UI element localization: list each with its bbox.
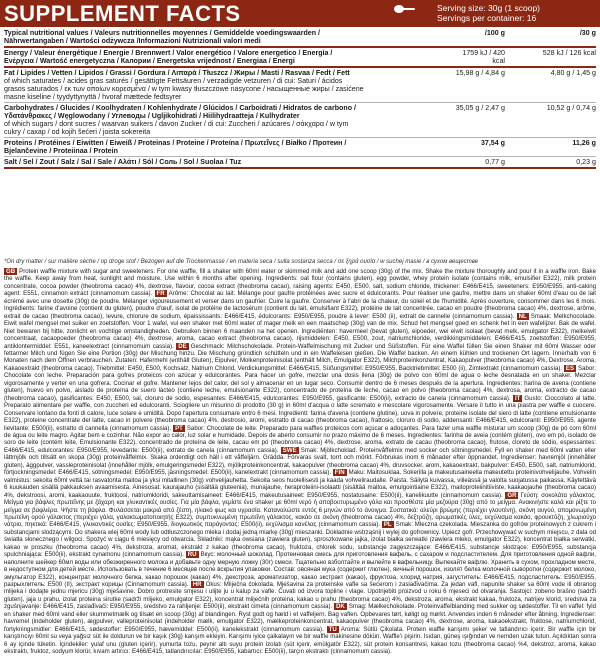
language-code-badge: TU	[328, 625, 337, 633]
language-code-badge: HR	[192, 581, 202, 589]
paragraph-text: Smak: Mleczna czekolada. Mieszanka do gofrów proteinowych z cukrem i substancjami słodzącymi. Do shakera wlej 60ml wody lub odtłuszczonego mleka i dodaj jedną miarkę (30g) mieszanki. Dokładnie wstrząśnij i wylej do gofrownicy. Upiecz gofr. Przechowywać w suchym miejscu, z dala od światła słonecznego i wilgoci. Spożyć w ciągu 6 miesięcy od otwarcia. Składniki: mąka owsiana (zawiera gluten), sproszkowane jajka, izolat białka serwatki (zawiera mleko, emulgator E322), koncentrat białka serwatki, kakao w proszku (theobroma cacao) 4%, dekstroza, aromat, ekstrakt z kakao (theobroma cacao), fruktoza, chlorek sodu, substancje zagęszczające: E466/E415, substancje słodzące: E950/E955, substancja spulchniająca: E500(ii), ekstrakt cynamonu (cinnamomum cassia).	[4, 521, 596, 559]
language-code-badge: IT	[514, 394, 521, 402]
servings-per-container: Servings per container: 16	[437, 13, 537, 23]
language-code-badge: FIN	[334, 469, 345, 477]
language-code-badge: PL	[383, 521, 392, 529]
nutrient-name: Carbohydrates / Glucides / Koolhydraten / Kohlenhydrate / Glúcidos / Carboidrati / Hidratos de carbono / Υδατάνθρακες / Węglowodany / Углеводы / Ugljikohidrati / Hiilihydraatteja / Kulhydrater	[4, 104, 356, 120]
nutrient-label	[4, 138, 364, 156]
paragraph-text: Arôme: Chocolat au lait. Mélange pour gaufre protéinées avec sucre et édulcorants. Pour réaliser une gaufre, mettre dans un shaker 60ml d'eau ou de lait écrémé avec une dosette (30g) de poudre. Mélanger vigoureusement et verser dans un gaufrier. Cuire la gaufre. Conserver à l'abri de la chaleur, du soleil et de l'humidité. Après ouverture, consommer dans les 6 mois. Ingrédients: farine d'avoine (contient du gluten), poudre d'œuf, isolat de protéine de lactosérum (contient du lait, émulsifiant E322), protéine de lait concentrée, cacao en poudre (theobroma cacao) 4%, dextrose, arôme, extrait de cacao (theobroma cacao), levure, chlorure de sodium, épaississants: E466/E415, édulcorants: E950/E955, poudre à lever: E500 (ii), extrait de cannelle (cinnamomum cassia).	[4, 290, 596, 320]
value-per-30g: 4,80 g / 1,45 g	[550, 69, 596, 77]
value-per-30g: 11,26 g	[572, 139, 596, 147]
paragraph-text: Sabor: Chocolate con leche. Preparación para gofres proteicos con azúcar y edulcorantes. Para hacer un gofre, mezclar una dosis llena (30g) de polvo con 60ml de agua o leche desnatada en un shaker. Mezclar vigorosamente y verter en una gofrera. Cocinar el gofre. Mantener lejos del calor, del sol y almacenar en un lugar seco. Consumir dentro de 6 meses después de la apertura. Ingredientes: harina de avena (contiene gluten), huevo en polvo, aislado de proteína de suero lácteo (contiene leche, emulsionante E322), concentrado de proteína de leche, cacao en polvo (theobroma cacao) 4%, dextrosa, aroma, extracto de cacao (theobroma cacao), gasificantes: E450, E500, sal, cloruro de sodio, espesantes: E466/E415, edulcorantes: E950/E955, gasificante: E500(ii), extracto de canela (cinnamomum cassia).	[4, 364, 596, 402]
paragraph-text: Smag: Mælkechokolade. Proteinvaffelblanding med sukker og sødestoffer. Til en vaffel: fyld en shaker med 60ml vand eller skummetmælk og tilsæt en scoop (30g) af blandingen. Ryst godt og hæld i et vaffeljern. Bag vaflen. Opbevares tørt, køligt og mørkt. Anvendes inden 6 måneder efter åbning. Ingredienser: havremel (indeholder gluten), ægpulver, valleproteinisolat (indeholder mælk, emulgator E322), mælkeproteinkoncentrat, kakaopulver (theobroma cacao) 4%, dextrose, aroma, kakaoekstrakt, fruktose, natriumchlorid, fortykningsmidler: E466/E415, sødestoffer: E950/E955, hævemiddel: E500(ii), kanelekstrakt (cinnamomum cassia).	[4, 603, 596, 633]
paragraph-text: Geschmack: Milchschokolade. Protein-Waffelmischung mit Zucker und Süßstoffen. Für eine Waffel füllen Sie einen Shaker mit 60ml Wasser oder fettarmer Milch und fügen Sie eine Portion (30g) der Mischung hinzu. Die Mischung gründlich schütteln und in ein Waffeleisen gießen. Die Waffel backen. An einem kühlen und trockenen Ort lagern. Innerhalb von 6 Monaten nach dem Öffnen verbrauchen. Zutaten: Hafermehl (enthält Gluten), Eipulver, Molkenproteinisolat (enthält Milch, Emulgator E322), Milchproteinkonzentrat, Kakaopulver (theobroma cacao) 4%, Dextrose, Aroma, Kakaoextrakt (theobroma cacao), Triebmittel: E450, E500, Kochsalz, Natrium Chlorid, Verdickungsmittel: E466/E415, Süßungsmittel: E950/E955, Backtriebmittel: E500 (ii), Zimtextrakt (cinnamomum cassia).	[4, 342, 596, 372]
language-code-badge: DK	[336, 603, 345, 611]
paragraph-text: Γεύση: σοκολάτα γάλακτος. Μείγμα για βάφλες πρωτεΐνης με ζάχαρη και γλυκαντικές ουσίες. Για μία βάφλα, γεμίστε ένα shaker με 60ml νερό ή αποβουτυρωμένο γάλα και προσθέστε μία μεζούρα (30g) από το μείγμα. Ανακινήστε καλά και ρίξτε το μείγμα σε βαφλιέρα. Ψήστε τη βάφλα. Φυλάσσεται μακριά από ζέστη, ηλιακό φως και υγρασία. Καταναλώστε εντός 6 μηνών από το άνοιγμα. Συστατικά: αλεύρι βρώμης (περιέχει γλουτένη), σκόνη αυγού, απομονωμένη πρωτεΐνη ορού γάλακτος (περιέχει γάλα, γαλακτωματοποιητής E322), συμπυκνωμένη πρωτεΐνη γάλακτος, κακάο σε σκόνη (theobroma cacao) 4%, δεξτρόζη, αρωματικές ύλες, εκχύλισμα κακάο, φρουκτόζη, χλωριούχο νάτριο, πηκτικά: E466/E415, γλυκαντικές ουσίες: E950/E955, διογκωτικός παράγοντας: E500(ii), εκχύλισμα κανέλας (cinnamomum cassia).	[4, 491, 596, 529]
language-code-badge: GB	[6, 268, 16, 275]
nutrition-table	[4, 28, 596, 169]
value-per-100g: 15,98 g / 4,84 g	[455, 69, 505, 77]
language-code-badge: GR	[507, 491, 517, 499]
value-per-30g: 10,52 g / 0,74 g	[546, 104, 596, 112]
language-code-badge: FR	[156, 290, 165, 298]
paragraph-text: Maku: Maitosuklaa. Sokerilla ja makeutusaineella makeutettu proteinivohvelijauhe. Vohvelin valmistus: sekoita 60ml vettä tai rasvatonta maitoa ja yksi mitallinen (30g) vohvelijauhetta. Sekoita seos huolellisesti ja kaada vohveliraudalle. Paista. Säilytä kuivassa, viileässä ja valolta suojatussa paikassa. Käytettävä 6 kuukauden sisällä pakkauksen avaamisesta. Ainesosat: kaurajauho (sisältää gluteenia), munajauhe, heraproteiini-isolaatti (sisältää maitoa, emulgointiaine E322), maitoproteiinitiiviste, kaakaojauhe (theobroma cacao) 4%, dekstroosi, aromi, kaakaouute, fruktoosi, natriumkloridi, sakeuttamisaineet: E466/E415, makeutusaineet: E950/E955, nostatusaine: E500(ii), kanelikuutte (cinnamomum cassia).	[4, 469, 597, 499]
value-per-100g: 1759 kJ / 420 kcal	[462, 49, 505, 65]
paragraph-text: Sabor: Chocolate de leite. Preparado para waffles proteicos com açúcar e adoçantes. Para fazer uma waffle misturar um scoop (30g) de pó com 60ml de água ou leite magro. Agitar bem e cozinhar. Não expor ao calor, luz solar e humidade. Depois de aberto consumir no prazo máximo de 6 meses. Ingredientes: farinha de aveia (contém glúten), ovo em pó, isolado de soro de leite (contém leite, Emulsionante E322), concentrado de proteína de leite, cacau em pó (theobroma cacao) 4%, dextrose, aroma, extrato de cacau (theobroma cacao), frutose, cloreto de sódio, espessantes: E466/E415, edulcorantes: E950/E955, levedante: E500(ii), extrato de canela (cinnamomum cassia).	[4, 424, 597, 454]
nutrient-name: Fat / Lipides / Vetten / Lipidos / Grassi / Gordura / Λιπαρά / Tłuszcz / Жиры / Masti / Rasvaa / Fedt / Fett	[4, 69, 350, 77]
serving-info	[437, 3, 540, 23]
multilingual-text	[4, 268, 597, 656]
paragraph-text: Gusto: Cioccolato al latte. Preparato alimentare per waffle, con zuccheri ed edulcoranti. Sciogliere un misurino di prodotto (30 g) in 60ml d'acqua o latte scremato e mescolare vigorosamente. Versare il tutto in una piastra per waffle e cuocere. Conservare lontano da fonti di calore, luce solare e umidità. Dopo l'apertura consumare entro 6 mesi. Ingredienti: farina d'avena (contiene glutine), uova in polvere, proteine isolate del siero di latte (contiene emulsionante E322), proteine concentrate del latte, cacao in polvere (theobroma cacao) 4%, destrosio, aromi, estratto di cacao (theobroma cacao), frattosio, cloruro di sodio, addensanti: E466/E415, edulcoranti: E950/E955, agente lievitante: E500(ii), estratto di cannella (cinnamomum cassia).	[4, 394, 596, 432]
language-code-badge: SWE	[282, 446, 297, 454]
table-heading: Typical nutritional values / Valeurs nutritionnelles moyennes / Gemiddelde voedingswaarden / Nährwertangaben / Wartości odżywcza /Informazioni Nutrizionali valori medi	[4, 29, 321, 45]
paragraph-text: Вкус: молочный шоколад. Протеиновая смесь для приготовления вафель, с сахаром и подсластителем. Для приготовления одной вафли, наполните шейкер 60мл воды или обезжиренного молока и добавьте одну мерную ложку (30г) смеси. Тщательно взболтайте и вылейте в вафельницу. Выпекайте вафлю. Хранить в сухом, прохладном месте, в недоступном для детей месте. Использовать в течение 6 месяцев после вскрытия упаковки. Состав: овсяная мука (содержит глютен), яичный порошок, изолят белка молочной сыворотки (содержит молоко, эмульгатор E322), концентрат молочного белка, какао порошок (какао) 4%, декстроза, ароматизатор, какао экстракт (какао), фруктоза, хлорид натрия, загуститель: E466/E415, подсластитель: E950/E955, разрыхлитель: E500 (II), экстракт корицы (Cinnamomum cassia).	[4, 551, 597, 589]
value-per-100g: 35,05 g / 2,47 g	[455, 104, 505, 112]
table-row	[4, 68, 596, 103]
nutrient-label	[4, 68, 364, 102]
paragraph-text: Smaak: Melkchocolade. Eiwit wafel mengsel met suiker en zoetstoffen. Voor 1 wafel, vul een shaker met 60ml water of mager melk en een maatschep (30g) van de mix. Schud het mengsel goed en schenk het in een wafelijzer. Bak de wafel. Niet bewaren bij hitte, zonlicht en vochtige omstandigheden. Gebruiken binnen 6 maanden na het openen. Ingrediënten: havermeel (bevat gluten), eipoeder, wei eiwit isolaat (bevat melk, emulgator E322), melkeiwit concentraat, cacaopoeder (theobroma cacao) 4%, dextrose, aroma, cacao extract (theobroma cacao), rijsmiddelen: E450, E500, zout, natriumchloride, verdikkingsmiddelen: E466/E415, zoetstoffen: E950/E955, antiklontermiddel: E551, kaneelextract (cinnamomum cassia).	[4, 312, 596, 350]
table-row	[4, 157, 596, 169]
language-code-badge: PT	[175, 424, 183, 432]
nutrient-name: Proteins / Protéines / Eiwitten / Eiweiß / Proteinas / Proteine / Proteína / Πρωτεΐνες / Białko / Протеин / Bjelančevine / Proteiinaa / Protein	[4, 139, 347, 155]
table-row	[4, 138, 596, 157]
nutrient-label	[4, 103, 364, 137]
table-row	[4, 103, 596, 138]
language-code-badge: ES	[565, 364, 575, 372]
scoop-icon	[393, 4, 415, 14]
nutrient-name: Energy / Valeur énergétique / Energie / Brennwert / Valor energético / Valore energetico / Energía / Ενέργεια / Wartość energetyczna / Калории / Energetska vrijednost / Energiaa / Energi	[4, 49, 333, 65]
table-row	[4, 48, 596, 68]
table-header-row	[4, 28, 596, 48]
page-title: SUPPLEMENT FACTS	[4, 1, 241, 26]
table-body	[4, 48, 596, 169]
nutrient-sub-label: of which saturates / acides gras saturés / gesättigte Fettsäuren / verzadigde vetzuren / di cui: Saturi / ácidos grasos saturados / εκ των οποίων κορεσμένα / w tym kwasy tłuszczowe nasycone / насыщенные жиры / zasićene masne kiseline / tyydyttynyttä / hvoraf mættede fedtsyrer	[4, 77, 364, 101]
paragraph-text: Smak: Mjölkchoklad. Proteinvåffelmix med socker och sötningsmedel. Fyll en shaker med 60ml vatten eller lättmjölk och tillsätt en skopa (30g) proteinvåffelmix. Skaka ordentligt och häll i ett våffeljärn. Grädda. Förvaras svalt, torrt och mörkt. Förbrukas inom 6 månader efter öppnandet. Ingredienser: havremjöl (innehåller gluten), äggpulver, vassleproteinisolat (innehåller mjölk, emulgeringsmedel E322), mjölkproteinkoncentrat, kakaopulver (theobroma cacao) 4%, druvsocker, arom, kakaoextrakt, bakpulver: E450, E500, salt, natriumklorid, förtjockningsmedel: E466/E415, sötningsmedel: E950/E955, jäsningsmedel: E500(ii), kanelextrakt (cinnamomum cassia).	[4, 446, 596, 477]
footnote: *On dry matter / sur matière sèche / op droge stof / Bezogen auf die Trockenmasse / en materia seca / sulla sostanza secca / σε ξηρά ουσία / w suchej masie / в сухом веществе	[4, 259, 479, 265]
language-code-badge: RU	[187, 551, 197, 559]
nutrient-label	[4, 157, 364, 167]
value-per-30g: 528 kJ / 126 kcal	[542, 49, 596, 57]
column-header-100g: /100 g	[484, 29, 505, 37]
header-bar	[0, 0, 600, 27]
paragraph-text: Okus: Mliječna čokolada. Mješavina za proteinske vafle sa šećerom i zaslađivačima. Za jedan vafl, napunite shaker sa 60ml vode ili obranog mlijeka i dodajte jednu mjericu (30g) mješavine. Dobro protresite smjesu i ulijte ju u kalup za vafle. Čuvati od izvora topline i vlage. Upotrijebiti proizvod u roku 6 mjeseci od otvaranja. Sastojci: zobeno brašno (sadrži gluten), jaja u prahu, izolat proteina sirutke (sadrži mlijeko, emulgator E322), koncentrat mliječnih proteina, kakao u prahu (theobroma cacao) 4%, dekstroza, aroma, ekstrakt kakaa, fruktoza, natrijev klorid, sredstva za zgušnjavanje: E466/E415, zaslađivači: E950/E955, sredstvo za rahljenje: E500(ii), ekstrakt cimeta (cinnamomum cassia).	[4, 581, 596, 611]
paragraph-text: Protein waffle mixture with sugar and sweeteners. For one waffle, fill a shaker with 60ml water or skimmed milk and add one scoop (30g) of the mix. Shake the mixture thoroughly and pour it in a waffle iron. Bake the waffle. Keep away from heat, sunlight and moisture. Use within 6 months after opening. Ingredients: oat flour (contains gluten), egg powder, whey protein isolate (contains milk, emulsifier E322), milk protein concentrate, cocoa powder (theobroma cacao) 4%, dextrose, flavour, cocoa extract (theobroma cacao), raising agents: E450, E500, salt, sodium chloride, thickener: E466/E415, sweeteners: E950/E955, anti-caking agent: E551, cinnamon extract (cinnamomum cassia).	[4, 268, 596, 298]
paragraph-text: Aroma: Sütlü Çikolata. Protein waffle karışımı şeker ve tatlandırıcı içerir. Bir waffle için bir karıştırıcıyı 60ml su veya yağsız süt ile doldurun ve bir kaşık (30g) karışım ekleyin. Karışımı iyice çalkalayın ve bir waffle makinesine dökün. Waffle'ı pişirin. Isıdan, güneş ışığından ve nemden uzak tutun. Açıldıktan sonra 6 ay içinde tüketin. İçindekiler: yulaf unu (gluten içerir), yumurta tozu, peynir altı suyu protein izolatı (süt içerir, emülgatör E322), süt protein konsantresi, kakao tozu (theobroma cacao) %4, dekstroz, aroma, kakao ekstraktı, fruktoz, sodyum klorür, kıvam artırıcı: E466/E415, tatlandırıcılar: E950/E955, kabartıcı: E500(ii), tarçın ekstraktı (cinnamomum cassia).	[4, 625, 596, 656]
value-per-30g: 0,23 g	[576, 158, 596, 166]
nutrient-sub-label: of which sugars / dont sucres / waarvan suikers / davon Zucker / di cui: Zuccheri / azúcares / σάκχαρα / w tym cukry / сахар / od kojih šećeri / joista sokereita	[4, 120, 349, 136]
language-code-badge: NL	[518, 312, 527, 320]
column-header-30g: /30 g	[579, 29, 596, 37]
nutrient-label	[4, 48, 364, 66]
nutrient-name: Salt / Sel / Zout / Salz / Sal / Sale / Αλάτι / Sól / Соль / Sol / Suolaa / Tuz	[4, 158, 242, 166]
value-per-100g: 37,54 g	[480, 139, 505, 147]
value-per-100g: 0,77 g	[485, 158, 505, 166]
serving-size: Serving size: 30g (1 scoop)	[437, 3, 540, 13]
language-code-badge: DE	[178, 342, 187, 350]
